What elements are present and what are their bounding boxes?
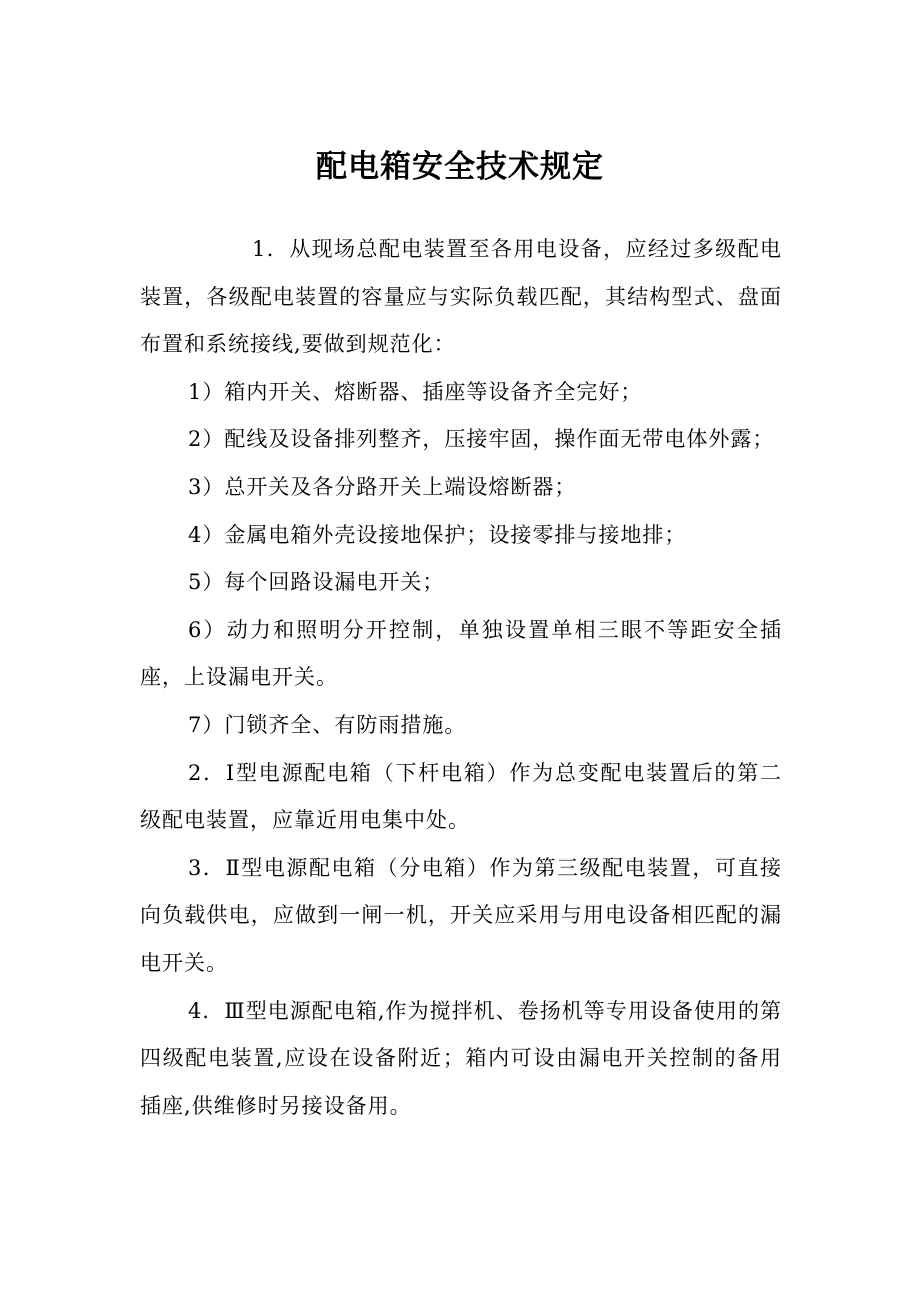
paragraph-item-3: 3）总开关及各分路开关上端设熔断器； xyxy=(188,474,577,499)
document-title: 配电箱安全技术规定 xyxy=(316,149,604,185)
paragraph-item-7: 7）门锁齐全、有防雨措施。 xyxy=(188,712,467,737)
paragraph-section-4: 4．Ⅲ型电源配电箱,作为搅拌机、卷扬机等专用设备使用的第四级配电装置,应设在设备附近；箱内可设由漏电开关控制的备用插座,供维修时另接设备用。 xyxy=(140,998,782,1118)
paragraph-section-2: 2．Ⅰ型电源配电箱（下杆电箱）作为总变配电装置后的第二级配电装置，应靠近用电集中处。 xyxy=(140,760,782,833)
document-body xyxy=(140,226,782,1130)
paragraph-item-6: 6）动力和照明分开控制，单独设置单相三眼不等距安全插座，上设漏电开关。 xyxy=(140,617,782,690)
paragraph-section-3: 3．Ⅱ型电源配电箱（分电箱）作为第三级配电装置，可直接向负载供电，应做到一闸一机，开关应采用与用电设备相匹配的漏电开关。 xyxy=(140,855,782,975)
paragraph-section-1: 1．从现场总配电装置至各用电设备，应经过多级配电装置，各级配电装置的容量应与实际负载匹配，其结构型式、盘面布置和系统接线,要做到规范化： xyxy=(140,237,782,357)
paragraph-item-4: 4）金属电箱外壳设接地保护；设接零排与接地排； xyxy=(188,522,687,547)
paragraph-item-1: 1）箱内开关、熔断器、插座等设备齐全完好； xyxy=(188,379,643,404)
paragraph-item-2: 2）配线及设备排列整齐，压接牢固，操作面无带电体外露； xyxy=(188,427,775,452)
paragraph-item-5: 5）每个回路设漏电开关； xyxy=(188,570,445,595)
